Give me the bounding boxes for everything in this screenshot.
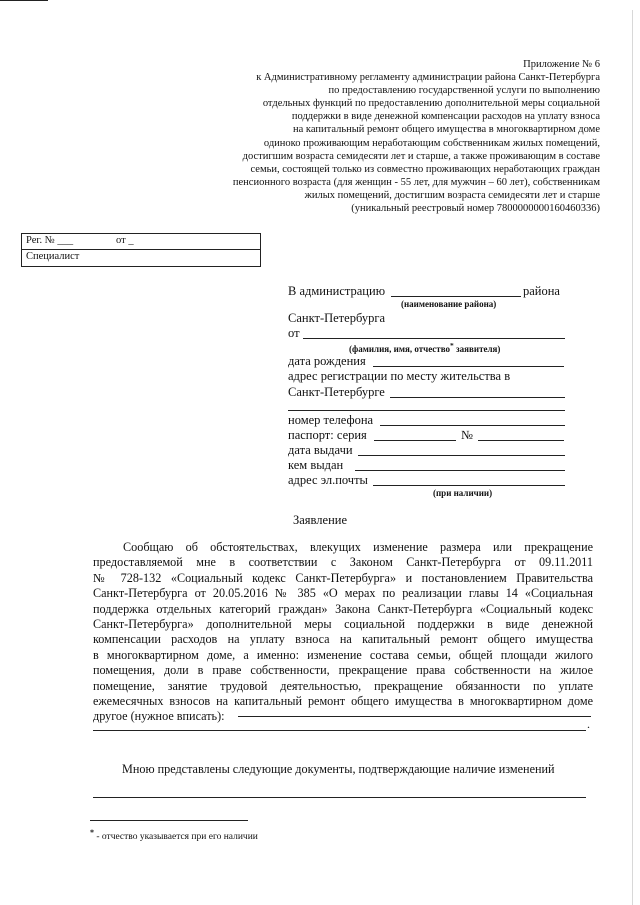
statement-line: Санкт-Петербурга от 20.05.2016 № 385 «О мерах по реализации главы 14 «Социальная xyxy=(93,586,593,601)
issue-date-label: дата выдачи xyxy=(288,443,353,457)
statement-line: помещения, доли в праве собственности, прекращение права собственности на жилое xyxy=(93,663,593,678)
footnote-marker: * xyxy=(90,828,94,837)
appendix-line: по предоставлению государственной услуги по выполнению xyxy=(328,85,600,97)
appendix-line: отдельных функций по предоставлению дополнительной меры социальной xyxy=(262,98,600,110)
reg-address-label-2: Санкт-Петербурге xyxy=(288,385,385,399)
appendix-header xyxy=(160,58,600,215)
footnote-mark: * xyxy=(450,341,454,350)
phone-label: номер телефона xyxy=(288,413,374,427)
birth-date-label: дата рождения xyxy=(288,354,366,368)
applicant-name-hint xyxy=(349,341,500,354)
issue-date-field[interactable] xyxy=(358,455,565,456)
district-field[interactable] xyxy=(391,296,521,297)
registration-box xyxy=(21,233,261,267)
district-hint: (наименование района) xyxy=(401,299,497,309)
documents-text: Мною представлены следующие документы, подтверждающие наличие изменений xyxy=(122,762,555,776)
passport-series-field[interactable] xyxy=(374,440,456,441)
documents-field-line[interactable] xyxy=(93,797,586,798)
birth-date-field[interactable] xyxy=(373,366,564,367)
statement-line: в многоквартирном доме, а именно: изменение состава семьи, общей площади жилого xyxy=(93,647,593,662)
appendix-line: к Административному регламенту администрации района Санкт-Петербурга xyxy=(256,72,600,84)
issued-by-label: кем выдан xyxy=(288,458,344,472)
appendix-line: (уникальный реестровый номер 7800000000160460336) xyxy=(351,203,600,215)
district-label: района xyxy=(523,284,560,298)
city-label: Санкт-Петербурга xyxy=(288,311,386,325)
appendix-line: достигшим возраста семидесяти лет и старше, а также проживающим в составе xyxy=(242,150,600,162)
registration-row xyxy=(22,234,260,250)
reg-number-label: Рег. № ___ xyxy=(26,235,74,246)
phone-field[interactable] xyxy=(380,425,565,426)
specialist-row xyxy=(22,250,260,266)
email-hint: (при наличии) xyxy=(433,488,493,498)
passport-number-label: № xyxy=(461,428,473,442)
email-field[interactable] xyxy=(373,485,565,486)
appendix-line: пенсионного возраста (для женщин - 55 лет, для мужчин – 60 лет), собственникам xyxy=(232,176,600,188)
statement-line: ежемесячных взносов на капитальный ремонт общего имущества в многоквартирном доме xyxy=(93,693,593,708)
appendix-line: жилых помещений, достигшим возраста семидесяти лет и старше xyxy=(304,189,600,201)
statement-line: Санкт-Петербурга» дополнительной меры социальной поддержки в виде денежной xyxy=(93,616,593,631)
statement-line: № 728-132 «Социальный кодекс Санкт-Петербурга» и постановлением Правительства xyxy=(93,570,593,585)
footnote-separator xyxy=(90,820,248,821)
footnote-text: - отчество указывается при его наличии xyxy=(94,832,258,843)
appendix-line: одиноко проживающим неработающим собственникам жилых помещений, xyxy=(263,137,600,149)
statement-body xyxy=(93,540,593,725)
appendix-line: поддержки в виде денежной компенсации расходов на уплату взноса xyxy=(291,111,600,123)
statement-line: Сообщаю об обстоятельствах, влекущих изменение размера или прекращение xyxy=(123,540,593,554)
statement-line: компенсации расходов на уплату взноса на капитальный ремонт общего имущества xyxy=(93,632,593,647)
statement-line: поддержка отдельных категорий граждан» Закона Санкт-Петербурга «Социальный кодекс xyxy=(93,601,593,616)
email-label: адрес эл.почты xyxy=(288,473,368,487)
appendix-line: Приложение № 6 xyxy=(523,59,600,70)
footnote xyxy=(90,828,258,842)
specialist-label: Специалист xyxy=(26,251,80,262)
statement-line: помещение, занятие трудовой деятельностью, прекращение обязанности по уплате xyxy=(93,678,593,693)
applicant-name-field[interactable] xyxy=(303,338,565,339)
statement-line-other: другое (нужное вписать): xyxy=(93,709,225,724)
appendix-line: на капитальный ремонт общего имущества в многоквартирном доме xyxy=(293,124,600,136)
other-field-line-2[interactable] xyxy=(93,730,586,731)
reg-address-field-1[interactable] xyxy=(390,397,565,398)
passport-number-field[interactable] xyxy=(478,440,564,441)
issued-by-field[interactable] xyxy=(355,470,565,471)
from-label: от xyxy=(288,326,300,340)
name-hint-text: (фамилия, имя, отчество xyxy=(349,344,451,354)
name-hint-text-end: заявителя) xyxy=(453,344,501,354)
top-edge-line xyxy=(0,0,48,1)
other-field-end-mark: . xyxy=(587,717,590,731)
reg-date-label: от _ xyxy=(116,235,134,246)
other-field-line-1[interactable] xyxy=(238,716,591,717)
passport-series-label: паспорт: серия xyxy=(288,428,367,442)
appendix-line: семьи, состоящей только из совместно проживающих неработающих граждан xyxy=(250,163,600,175)
statement-line: предоставляемой мне в соответствии с Законом Санкт-Петербурга от 09.11.2011 xyxy=(93,555,593,570)
to-admin-label: В администрацию xyxy=(288,284,386,298)
statement-title: Заявление xyxy=(292,513,347,527)
page-edge-shadow xyxy=(632,10,633,905)
reg-address-field-2[interactable] xyxy=(288,410,565,411)
reg-address-label-1: адрес регистрации по месту жительства в xyxy=(288,369,511,383)
